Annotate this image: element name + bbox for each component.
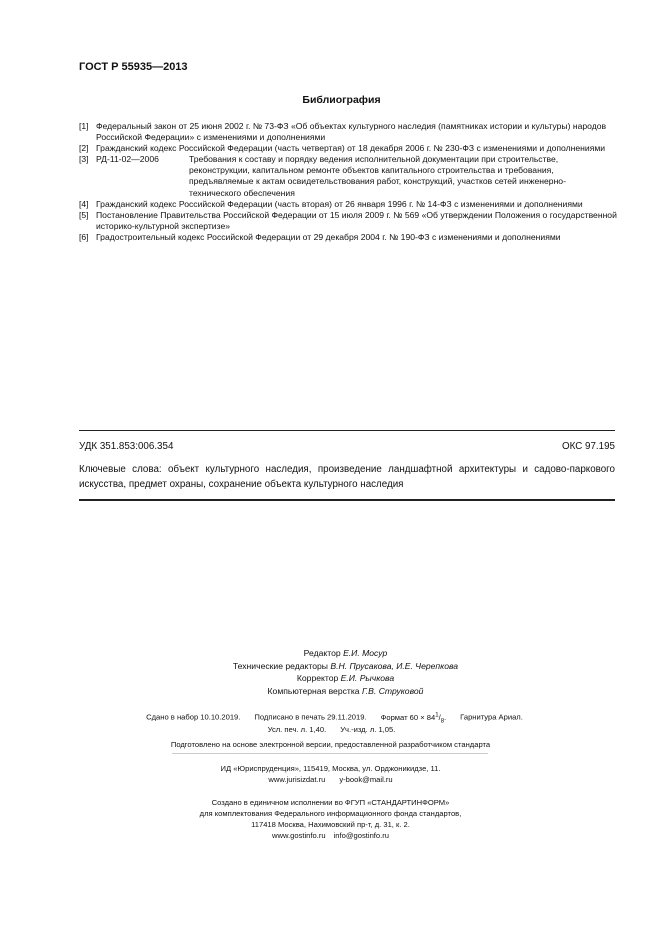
ref-text: Постановление Правительства Российской Федерации от 15 июля 2009 г. № 569 «Об утверждении Положения о государственной историко-культурной экспертизе» xyxy=(96,209,617,231)
prepared-note: Подготовлено на основе электронной версии, предоставленной разработчиком стандарта xyxy=(170,740,491,749)
ref-number: [3] xyxy=(79,154,89,165)
ref-text: Гражданский кодекс Российской Федерации (часть четвертая) от 18 декабря 2006 г. № 230-ФЗ с изменениями и дополнениями xyxy=(96,143,606,154)
bibliography-item xyxy=(79,143,618,154)
standard-number: ГОСТ Р 55935—2013 xyxy=(79,61,188,73)
ref-text: Федеральный закон от 25 июня 2002 г. № 73-ФЗ «Об объектах культурного наследия (памятниках истории и культуры) народов Российской Федерации» с изменениями и дополнениями xyxy=(96,121,607,143)
creator-info: Создано в единичном исполнении во ФГУП «СТАНДАРТИНФОРМ» для комплектования Федерального информационного фонда стандартов, 117418 Москва, Нахимовский пр-т, д. 31, к. 2. www.gostinfo.ru info@gostinfo.ru xyxy=(199,798,462,840)
bibliography-item xyxy=(79,154,618,198)
credit-editor: Редактор Е.И. Мосур xyxy=(303,648,388,658)
udk-code: УДК 351.853:006.354 xyxy=(79,441,174,452)
ref-number: [6] xyxy=(79,231,89,242)
bibliography-item xyxy=(79,199,618,210)
bibliography-item xyxy=(79,121,618,143)
credit-corrector: Корректор Е.И. Рычкова xyxy=(296,673,395,684)
divider-faint xyxy=(172,753,488,754)
oks-code: ОКС 97.195 xyxy=(562,441,615,452)
divider-top xyxy=(79,430,615,431)
ref-number: [1] xyxy=(79,121,89,131)
bibliography-item xyxy=(79,232,618,243)
bibliography-list xyxy=(79,121,618,243)
gostinfo-email-link[interactable]: info@gostinfo.ru xyxy=(333,831,390,840)
publisher-info: ИД «Юриспруденция», 115419, Москва, ул. Орджоникидзе, 11. www.jurisizdat.ru y-book@mail.ru xyxy=(220,764,441,784)
ref-text: Градостроительный кодекс Российской Федерации от 29 декабря 2004 г. № 190-ФЗ с изменениями и дополнениями xyxy=(96,231,561,242)
ref-code: РД-11-02—2006 xyxy=(96,154,159,165)
ref-text: Требования к составу и порядку ведения исполнительной документации при строительстве, реконструкции, капитальном ремонте объектов капитального строительства и требования, предъявляемые к актам освидетельствования работ, конструкций, участков сетей инженерно-технического обеспечения xyxy=(189,154,566,198)
publisher-email-link[interactable]: y-book@mail.ru xyxy=(339,775,393,784)
credit-layout: Компьютерная верстка Г.В. Струковой xyxy=(267,685,424,696)
publication-dates: Сдано в набор 10.10.2019. Подписано в печать 29.11.2019. Формат $60 \times 84^1/_8$. Гарнитура Ариал. xyxy=(146,712,523,725)
bibliography-title: Библиография xyxy=(302,94,381,106)
keywords: Ключевые слова: объект культурного наследия, произведение ландшафтной архитектуры и садово-паркового искусства, предмет охраны, сохранение объекта культурного наследия xyxy=(79,464,615,490)
gostinfo-site-link[interactable]: www.gostinfo.ru xyxy=(271,831,326,840)
ref-number: [4] xyxy=(79,198,89,209)
ref-text: Гражданский кодекс Российской Федерации (часть вторая) от 26 января 1996 г. № 14-ФЗ с изменениями и дополнениями xyxy=(96,198,583,209)
bibliography-item xyxy=(79,210,618,232)
ref-number: [2] xyxy=(79,143,89,154)
publication-sheets: Усл. печ. л. 1,40. Уч.-изд. л. 1,05. xyxy=(267,725,396,734)
publisher-site-link[interactable]: www.jurisizdat.ru xyxy=(268,775,326,784)
ref-number: [5] xyxy=(79,209,89,220)
format-info: Формат $60 \times 84^1/_8$. xyxy=(380,712,447,725)
credits-block xyxy=(0,647,661,697)
divider-bottom xyxy=(79,499,615,501)
credit-tech-editors: Технические редакторы В.Н. Прусакова, И.Е. Черепкова xyxy=(232,660,459,671)
